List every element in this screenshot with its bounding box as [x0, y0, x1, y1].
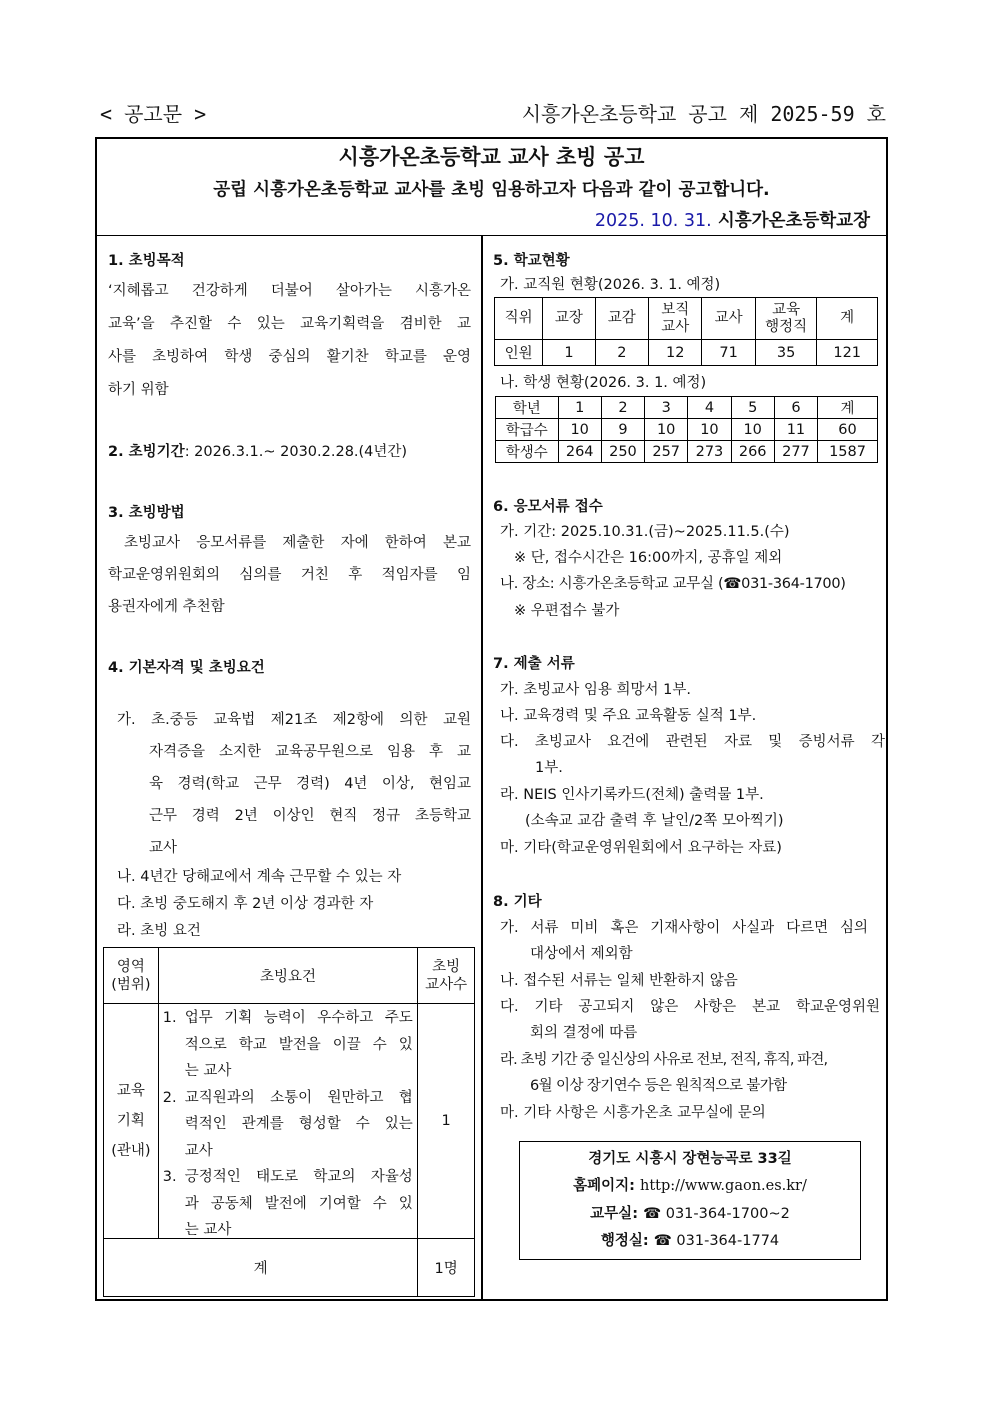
staff-value-cell: 121 [817, 340, 878, 366]
issue-date: 2025. 10. 31. [594, 211, 712, 231]
staff-header-text: 교사 [714, 310, 743, 326]
section-8-heading: 8. 기타 [493, 894, 542, 910]
staff-header-text: 계 [840, 310, 855, 326]
office-phone: ☎ 031-364-1700~2 [643, 1206, 790, 1222]
doc-number: 시흥가온초등학교 공고 제 2025-59 호 [521, 102, 886, 126]
student-cell: 264 [558, 441, 601, 463]
address: 경기도 시흥시 장현능곡로 33길 [588, 1151, 792, 1167]
section-3-line: 학교운영위원회의 심의를 거친 후 적임자를 임 [108, 567, 471, 583]
staff-header-cell [595, 298, 648, 340]
student-cell: 266 [731, 441, 774, 463]
student-cell: 11 [774, 419, 817, 441]
student-cell: 4 [688, 397, 731, 419]
requirement-items [158, 1004, 417, 1239]
contact-box [519, 1141, 861, 1260]
section-1-line: 교육’을 추진할 수 있는 교육기획력을 겸비한 교 [108, 316, 471, 332]
admin-phone: ☎ 031-364-1774 [653, 1233, 780, 1249]
requirement-line: 력적인 관계를 형성할 수 있는 [184, 1116, 413, 1132]
staff-header-text: 교감 [607, 310, 636, 326]
student-row [496, 441, 878, 463]
page-title: 시흥가온초등학교 교사 초빙 공고 [338, 145, 645, 169]
requirement-number: 1. [162, 1010, 177, 1026]
etc-item: 나. 접수된 서류는 일체 반환하지 않음 [500, 973, 738, 989]
section-4-ga-line: 육 경력(학교 근무 경력) 4년 이상, 현임교 [149, 776, 471, 792]
count-cell: 1 [418, 1004, 475, 1239]
student-cell: 257 [645, 441, 688, 463]
section-5-heading: 5. 학교현황 [493, 253, 570, 269]
period-note: ※ 단, 접수시간은 16:00까지, 공휴일 제외 [514, 550, 783, 566]
staff-header-cell [495, 298, 543, 340]
etc-item: 6월 이상 장기연수 등은 원칙적으로 불가함 [530, 1078, 787, 1094]
staff-header-cell [649, 298, 702, 340]
student-cell: 학생수 [496, 441, 559, 463]
student-cell: 10 [688, 419, 731, 441]
section-4-ga-line: 교사 [149, 840, 178, 856]
staff-value-row [495, 340, 878, 366]
office-line [520, 1202, 860, 1223]
section-3-line: 초빙교사 응모서류를 제출한 자에 한하여 본교 [124, 535, 471, 551]
requirement-line: 교직원과의 소통이 원만하고 협 [184, 1089, 413, 1106]
section-1-heading: 1. 초빙목적 [108, 253, 185, 269]
student-cell: 60 [818, 419, 878, 441]
section-3-heading: 3. 초빙방법 [108, 505, 185, 521]
doc-type-label: < 공고문 > [100, 102, 207, 126]
total-label: 계 [104, 1239, 418, 1297]
section-1-line: 하기 위함 [108, 382, 169, 398]
area-header [104, 948, 159, 1004]
staff-value-cell: 35 [755, 340, 817, 366]
staff-header-text: 교육 [772, 301, 801, 318]
requirement-line: 과 공동체 발전에 기여할 수 있 [184, 1195, 413, 1212]
area-cell [104, 1004, 159, 1239]
requirement-table [103, 947, 475, 1297]
student-cell: 학년 [496, 397, 559, 419]
staff-value-cell: 인원 [495, 340, 543, 366]
section-4-ga-line: 근무 경력 2년 이상인 현직 정규 초등학교 [149, 808, 471, 824]
page-subtitle: 공립 시흥가온초등학교 교사를 초빙 임용하고자 다음과 같이 공고합니다. [213, 180, 770, 200]
requirement-number: 2. [162, 1089, 177, 1106]
right-column [483, 235, 886, 1299]
count-header [418, 948, 475, 1004]
requirement-number: 3. [162, 1169, 177, 1185]
student-cell: 10 [558, 419, 601, 441]
etc-item: 대상에서 제외함 [530, 946, 633, 962]
etc-item: 마. 기타 사항은 시흥가온초 교무실에 문의 [500, 1105, 766, 1121]
student-cell: 277 [774, 441, 817, 463]
area-header-line: (범위) [111, 976, 151, 993]
homepage-line [520, 1174, 860, 1195]
student-cell: 3 [645, 397, 688, 419]
student-caption: 나. 학생 현황(2026. 3. 1. 예정) [500, 375, 707, 391]
document-item: (소속교 교감 출력 후 날인/2쪽 모아찍기) [525, 813, 784, 829]
area-line: 기획 [116, 1113, 145, 1129]
staff-value-cell: 1 [543, 340, 595, 366]
staff-header-cell [817, 298, 878, 340]
requirement-line: 적으로 학교 발전을 이끌 수 있 [184, 1036, 413, 1053]
student-cell: 6 [774, 397, 817, 419]
section-4-ga-line: 자격증을 소지한 교육공무원으로 임용 후 교 [149, 744, 471, 760]
staff-header-text: 보직 [661, 301, 690, 318]
section-7-heading: 7. 제출 서류 [493, 656, 575, 672]
left-column [97, 235, 481, 1299]
staff-value-cell: 2 [595, 340, 648, 366]
section-4-da: 다. 초빙 중도해지 후 2년 이상 경과한 자 [117, 896, 374, 912]
requirement-header: 초빙요건 [158, 948, 417, 1004]
document-item: 가. 초빙교사 임용 희망서 1부. [500, 682, 691, 698]
requirement-item [163, 1005, 413, 1244]
staff-caption: 가. 교직원 현황(2026. 3. 1. 예정) [500, 277, 721, 293]
student-cell: 1587 [818, 441, 878, 463]
notice-frame [95, 137, 888, 1301]
section-1-line: 사를 초빙하여 학생 중심의 활기찬 학교를 운영 [108, 349, 471, 365]
section-4-na: 나. 4년간 당해교에서 계속 근무할 수 있는 자 [117, 869, 402, 885]
staff-header-text: 교장 [554, 310, 583, 326]
document-item: 나. 교육경력 및 주요 교육활동 실적 1부. [500, 708, 757, 724]
area-header-line: 영역 [116, 958, 145, 975]
student-cell: 10 [731, 419, 774, 441]
period: 가. 기간: 2025.10.31.(금)~2025.11.5.(수) [500, 524, 790, 540]
area-line: (관내) [111, 1143, 151, 1159]
section-4-heading: 4. 기본자격 및 초빙요건 [108, 660, 265, 676]
student-cell: 학급수 [496, 419, 559, 441]
area-line: 교육 [116, 1083, 145, 1099]
staff-value-cell: 12 [649, 340, 702, 366]
student-cell: 273 [688, 441, 731, 463]
staff-header-row [495, 298, 878, 340]
staff-header-cell [543, 298, 595, 340]
requirement-line: 교사 [184, 1142, 213, 1159]
document-item: 마. 기타(학교운영위원회에서 요구하는 자료) [500, 840, 782, 856]
section-1-line: ‘지혜롭고 건강하게 더불어 살아가는 시흥가온 [108, 283, 471, 299]
student-cell: 계 [818, 397, 878, 419]
student-cell: 10 [645, 419, 688, 441]
student-cell: 2 [601, 397, 644, 419]
student-cell: 5 [731, 397, 774, 419]
place: 나. 장소: 시흥가온초등학교 교무실 (☎031-364-1700) [500, 576, 846, 592]
document-item: 다. 초빙교사 요건에 관련된 자료 및 증빙서류 각 [500, 734, 885, 750]
student-cell: 1 [558, 397, 601, 419]
etc-item: 라. 초빙 기간 중 일신상의 사유로 전보, 전직, 휴직, 파견, [500, 1052, 828, 1068]
requirement-line: 업무 기획 능력이 우수하고 주도 [184, 1010, 413, 1026]
office-label: 교무실: [590, 1206, 638, 1222]
issue-line [595, 207, 870, 232]
student-row [496, 419, 878, 441]
etc-item: 다. 기타 공고되지 않은 사항은 본교 학교운영위원 [500, 999, 880, 1015]
requirement-line: 긍정적인 태도로 학교의 자율성 [184, 1169, 413, 1185]
section-6-heading: 6. 응모서류 접수 [493, 499, 603, 515]
staff-value-cell: 71 [702, 340, 755, 366]
requirement-line: 는 교사 [184, 1222, 232, 1238]
staff-header-text: 교사 [661, 318, 690, 335]
staff-table [494, 297, 878, 366]
requirement-line: 는 교사 [184, 1063, 232, 1079]
section-2-value: : 2026.3.1.~ 2030.2.28.(4년간) [184, 444, 408, 460]
section-4-ga-line: 가. 초.중등 교육법 제21조 제2항에 의한 교원 [117, 712, 471, 728]
staff-header-cell [702, 298, 755, 340]
admin-line [520, 1229, 860, 1250]
section-4-ra: 라. 초빙 요건 [117, 923, 201, 939]
student-table [495, 396, 878, 463]
section-2 [108, 440, 407, 461]
admin-label: 행정실: [600, 1233, 649, 1249]
section-3-line: 용권자에게 추천함 [108, 599, 225, 615]
homepage-label: 홈페이지: [573, 1178, 635, 1194]
issuer: 시흥가온초등학교장 [711, 211, 870, 231]
homepage-link[interactable]: http://www.gaon.es.kr/ [639, 1178, 807, 1194]
student-cell: 9 [601, 419, 644, 441]
count-header-line: 초빙 [432, 958, 461, 975]
student-cell: 250 [601, 441, 644, 463]
staff-header-text: 행정직 [765, 318, 808, 335]
count-header-line: 교사수 [425, 976, 468, 993]
etc-item: 가. 서류 미비 혹은 기재사항이 사실과 다르면 심의 [500, 920, 868, 936]
document-item: 라. NEIS 인사기록카드(전체) 출력물 1부. [500, 787, 764, 803]
student-row [496, 397, 878, 419]
staff-header-cell [755, 298, 817, 340]
title-block [97, 139, 886, 236]
place-note: ※ 우편접수 불가 [514, 603, 620, 619]
staff-header-text: 직위 [504, 310, 533, 326]
total-value: 1명 [418, 1239, 475, 1297]
section-2-heading: 2. 초빙기간 [108, 444, 185, 460]
document-item: 1부. [535, 760, 563, 776]
etc-item: 회의 결정에 따름 [530, 1025, 638, 1041]
